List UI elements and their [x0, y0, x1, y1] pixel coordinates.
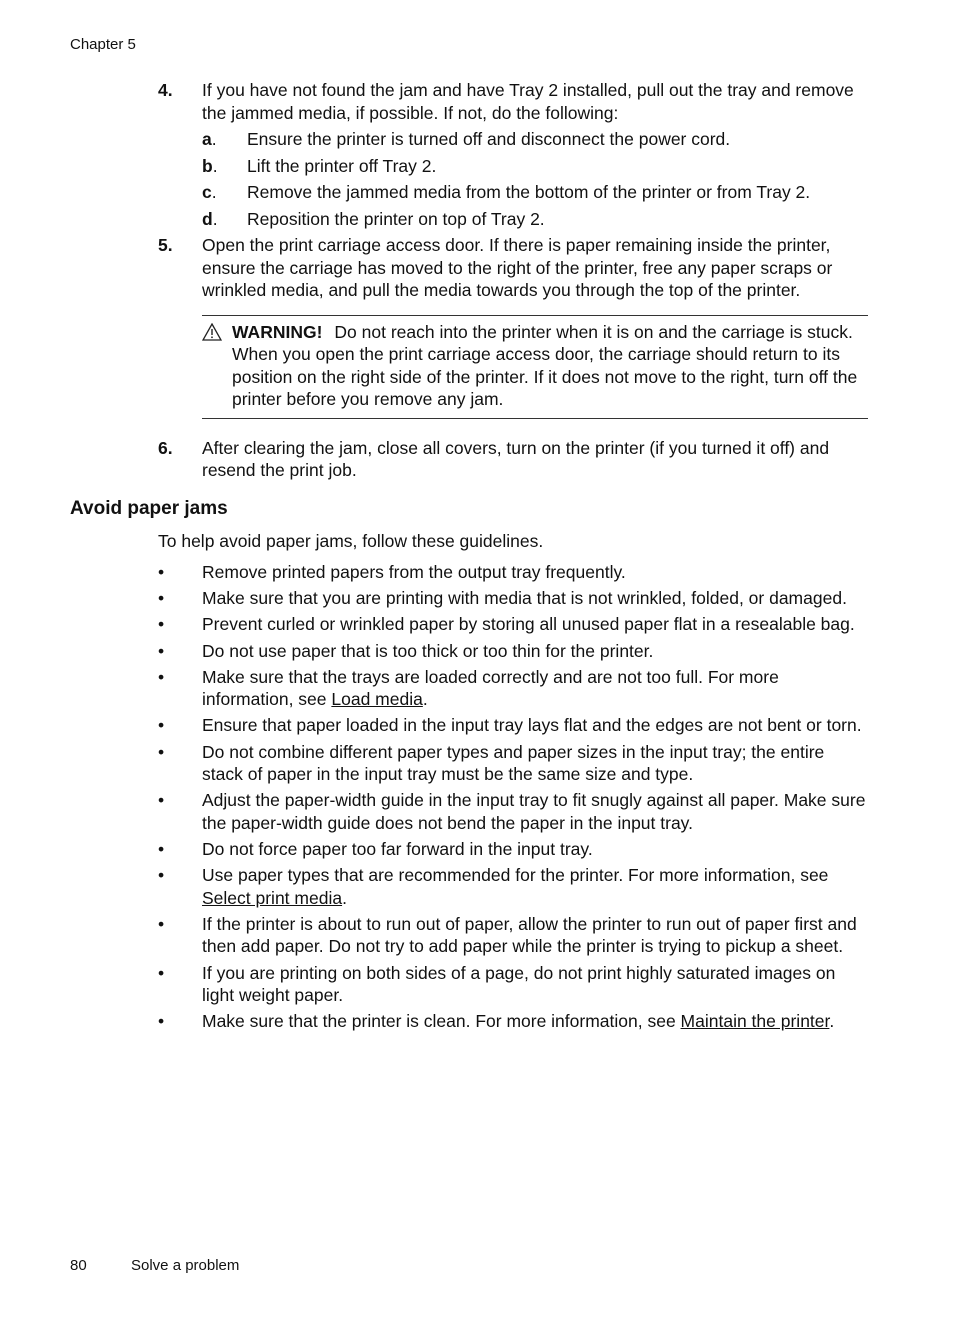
substep-text: Ensure the printer is turned off and disconnect the power cord.	[247, 129, 731, 149]
step-text: If you have not found the jam and have Tray 2 installed, pull out the tray and remove the jammed media, if possible. If not, do the following:	[202, 80, 854, 123]
bullet-mark: •	[158, 640, 165, 661]
maintain-printer-link[interactable]: Maintain the printer	[680, 1011, 830, 1032]
bullet-mark: •	[158, 839, 165, 859]
list-item	[158, 913, 868, 958]
substep-text: Reposition the printer on top of Tray 2.	[247, 208, 545, 229]
warning-box	[202, 315, 868, 419]
list-item	[158, 962, 868, 1007]
step-4	[158, 79, 868, 230]
step-6	[158, 437, 868, 482]
bullet-mark: •	[158, 962, 165, 983]
list-item-text: Do not use paper that is too thick or too thin for the printer.	[202, 640, 654, 661]
section-title: Avoid paper jams	[70, 498, 228, 519]
list-item-text: Use paper types that are recommended for the printer. For more information, see	[202, 865, 829, 886]
list-item-punct: .	[422, 689, 428, 710]
list-item-punct: .	[342, 887, 347, 908]
substep-a: a. Ensure the printer is turned off and disconnect the power cord.	[202, 129, 731, 149]
list-item	[158, 1010, 868, 1033]
list-item-text: Remove printed papers from the output tray frequently.	[202, 562, 626, 582]
bullet-mark: •	[158, 741, 165, 762]
warning-text: Do not reach into the printer when it is on and the carriage is stuck. When you open the print carriage access door, the carriage should return to its position on the right side of the printer. If it does not move to the right, turn off the printer before you remove any jam.	[232, 321, 858, 409]
step-text: Open the print carriage access door. If there is paper remaining inside the printer, ensure the carriage has moved to the right of the printer, free any paper scraps or wrinkled media, and pull the media towards you through the top of the printer.	[202, 235, 833, 300]
load-media-link[interactable]: Load media	[331, 689, 423, 710]
substep-text: Remove the jammed media from the bottom of the printer or from Tray 2.	[247, 182, 811, 202]
list-item	[158, 714, 868, 737]
bullet-mark: •	[158, 1011, 165, 1032]
list-item-text: If you are printing on both sides of a page, do not print highly saturated images on light weight paper.	[202, 962, 836, 1006]
footer-section-title: Solve a problem	[131, 1257, 240, 1274]
chapter-header: Chapter 5	[70, 36, 136, 53]
step-number: 6.	[158, 437, 173, 458]
substep-c: c. Remove the jammed media from the bottom of the printer or from Tray 2.	[202, 182, 811, 202]
list-item	[158, 666, 868, 711]
list-item	[158, 838, 868, 861]
substep-text: Lift the printer off Tray 2.	[247, 155, 437, 176]
bullet-mark: •	[158, 790, 165, 811]
step-number: 4.	[158, 80, 173, 100]
list-item-text: Make sure that you are printing with media that is not wrinkled, folded, or damaged.	[202, 588, 847, 609]
substep-letter: c	[202, 182, 212, 202]
bullet-mark: •	[158, 865, 165, 886]
guidelines-list	[158, 561, 868, 1036]
section-intro: To help avoid paper jams, follow these guidelines.	[158, 531, 544, 551]
step-text: After clearing the jam, close all covers, turn on the printer (if you turned it off) and resend the print job.	[202, 437, 830, 480]
bullet-mark: •	[158, 562, 165, 582]
step-number: 5.	[158, 235, 173, 255]
substep-letter: b	[202, 155, 213, 176]
bullet-mark: •	[158, 913, 165, 934]
list-item	[158, 640, 868, 663]
list-item	[158, 789, 868, 834]
bullet-mark: •	[158, 588, 165, 609]
list-item-text: Ensure that paper loaded in the input tray lays flat and the edges are not bent or torn.	[202, 715, 862, 736]
substep-letter: d	[202, 208, 213, 229]
list-item	[158, 741, 868, 786]
substep-d: d. Reposition the printer on top of Tray 2.	[202, 208, 545, 229]
list-item	[158, 613, 868, 636]
select-print-media-link[interactable]: Select print media	[202, 887, 343, 908]
list-item	[158, 561, 868, 584]
bullet-mark: •	[158, 666, 165, 687]
list-item-text: Do not combine different paper types and paper sizes in the input tray; the entire stack of paper in the input tray must be the same size and type.	[202, 741, 825, 785]
bullet-mark: •	[158, 614, 165, 635]
list-item-punct: .	[829, 1011, 835, 1032]
list-item-text: Make sure that the trays are loaded correctly and are not too full. For more information, see	[202, 666, 779, 710]
list-item-text: If the printer is about to run out of paper, allow the printer to run out of paper first and then add paper. Do not try to add paper while the printer is trying to pickup a sheet.	[202, 913, 857, 957]
list-item	[158, 864, 868, 909]
bullet-mark: •	[158, 715, 165, 736]
substep-b: b. Lift the printer off Tray 2.	[202, 155, 437, 176]
list-item-text: Make sure that the printer is clean. For more information, see	[202, 1011, 681, 1032]
list-item-text: Do not force paper too far forward in the input tray.	[202, 839, 593, 859]
substep-letter: a	[202, 129, 212, 149]
warning-triangle-icon	[202, 321, 232, 411]
list-item	[158, 587, 868, 610]
page-number: 80	[70, 1257, 87, 1274]
list-item-text: Adjust the paper-width guide in the input tray to fit snugly against all paper. Make sure the paper-width guide does not bend the paper in the input tray.	[202, 790, 866, 833]
steps-list	[158, 79, 868, 486]
list-item-text: Prevent curled or wrinkled paper by storing all unused paper flat in a resealable bag.	[202, 614, 855, 635]
warning-label: WARNING!	[232, 321, 323, 342]
step-5	[158, 234, 868, 433]
